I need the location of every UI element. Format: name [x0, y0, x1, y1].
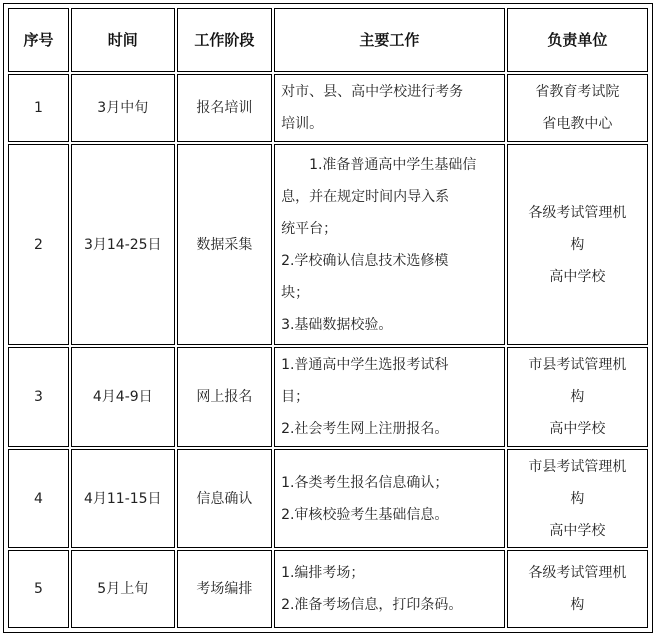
- unit-line: 省电教中心: [542, 116, 613, 133]
- unit-line: 高中学校: [549, 268, 606, 285]
- cell-unit: [507, 550, 648, 628]
- cell-unit: [507, 347, 648, 447]
- cell-time: 4月11-15日: [71, 449, 175, 547]
- work-line: 2.学校确认信息技术选修模: [281, 252, 449, 269]
- unit-line: 市县考试管理机: [528, 357, 627, 374]
- work-line: 3.基础数据校验。: [281, 316, 393, 333]
- work-line: 1.编排考场；: [281, 564, 365, 581]
- cell-unit: [507, 144, 648, 345]
- table-row: [8, 144, 648, 345]
- table-row: [8, 449, 648, 547]
- unit-line: 构: [570, 389, 585, 406]
- cell-work: [274, 347, 505, 447]
- header-time: 时间: [71, 8, 175, 72]
- header-unit: 负责单位: [507, 8, 648, 72]
- cell-no: 3: [8, 347, 69, 447]
- cell-work: [274, 449, 505, 547]
- cell-time: 5月上旬: [71, 550, 175, 628]
- cell-stage: 信息确认: [177, 449, 273, 547]
- work-line: 息，并在规定时间内导入系: [281, 188, 450, 205]
- cell-stage: 报名培训: [177, 74, 273, 142]
- cell-no: 1: [8, 74, 69, 142]
- work-line: 2.审核校验考生基础信息。: [281, 506, 449, 523]
- cell-no: 2: [8, 144, 69, 345]
- work-line: 1.普通高中学生选报考试科: [281, 357, 449, 374]
- header-work: 主要工作: [274, 8, 505, 72]
- unit-line: 市县考试管理机: [528, 458, 627, 475]
- work-line: 培训。: [281, 116, 324, 133]
- unit-line: 构: [570, 596, 585, 613]
- header-no: 序号: [8, 8, 69, 72]
- header-row: [8, 8, 648, 72]
- work-line: 2.社会考生网上注册报名。: [281, 421, 449, 438]
- work-line: 目；: [281, 389, 310, 406]
- work-line: 1.各类考生报名信息确认；: [281, 474, 449, 491]
- unit-line: 各级考试管理机: [528, 564, 627, 581]
- cell-no: 4: [8, 449, 69, 547]
- cell-unit: [507, 449, 648, 547]
- unit-line: 高中学校: [549, 522, 606, 539]
- cell-unit: [507, 74, 648, 142]
- cell-stage: 数据采集: [177, 144, 273, 345]
- cell-time: 3月中旬: [71, 74, 175, 142]
- cell-work: [274, 144, 505, 345]
- work-line: 对市、县、高中学校进行考务: [281, 84, 464, 101]
- unit-line: 高中学校: [549, 421, 606, 438]
- work-line: 块；: [281, 284, 310, 301]
- cell-stage: 网上报名: [177, 347, 273, 447]
- table-row: [8, 347, 648, 447]
- cell-work: [274, 74, 505, 142]
- cell-work: [274, 550, 505, 628]
- header-stage: 工作阶段: [177, 8, 273, 72]
- table-frame: [3, 3, 653, 633]
- unit-line: 构: [570, 236, 585, 253]
- table-row: [8, 550, 648, 628]
- work-line: 2.准备考场信息，打印条码。: [281, 596, 463, 613]
- work-line: 1.准备普通高中学生基础信: [309, 156, 477, 173]
- unit-line: 各级考试管理机: [528, 204, 627, 221]
- cell-stage: 考场编排: [177, 550, 273, 628]
- work-line: 统平台；: [281, 220, 338, 237]
- cell-no: 5: [8, 550, 69, 628]
- table-row: [8, 74, 648, 142]
- exam-schedule-table: [6, 6, 650, 630]
- cell-time: 3月14-25日: [71, 144, 175, 345]
- cell-time: 4月4-9日: [71, 347, 175, 447]
- unit-line: 构: [570, 490, 585, 507]
- unit-line: 省教育考试院: [535, 84, 620, 101]
